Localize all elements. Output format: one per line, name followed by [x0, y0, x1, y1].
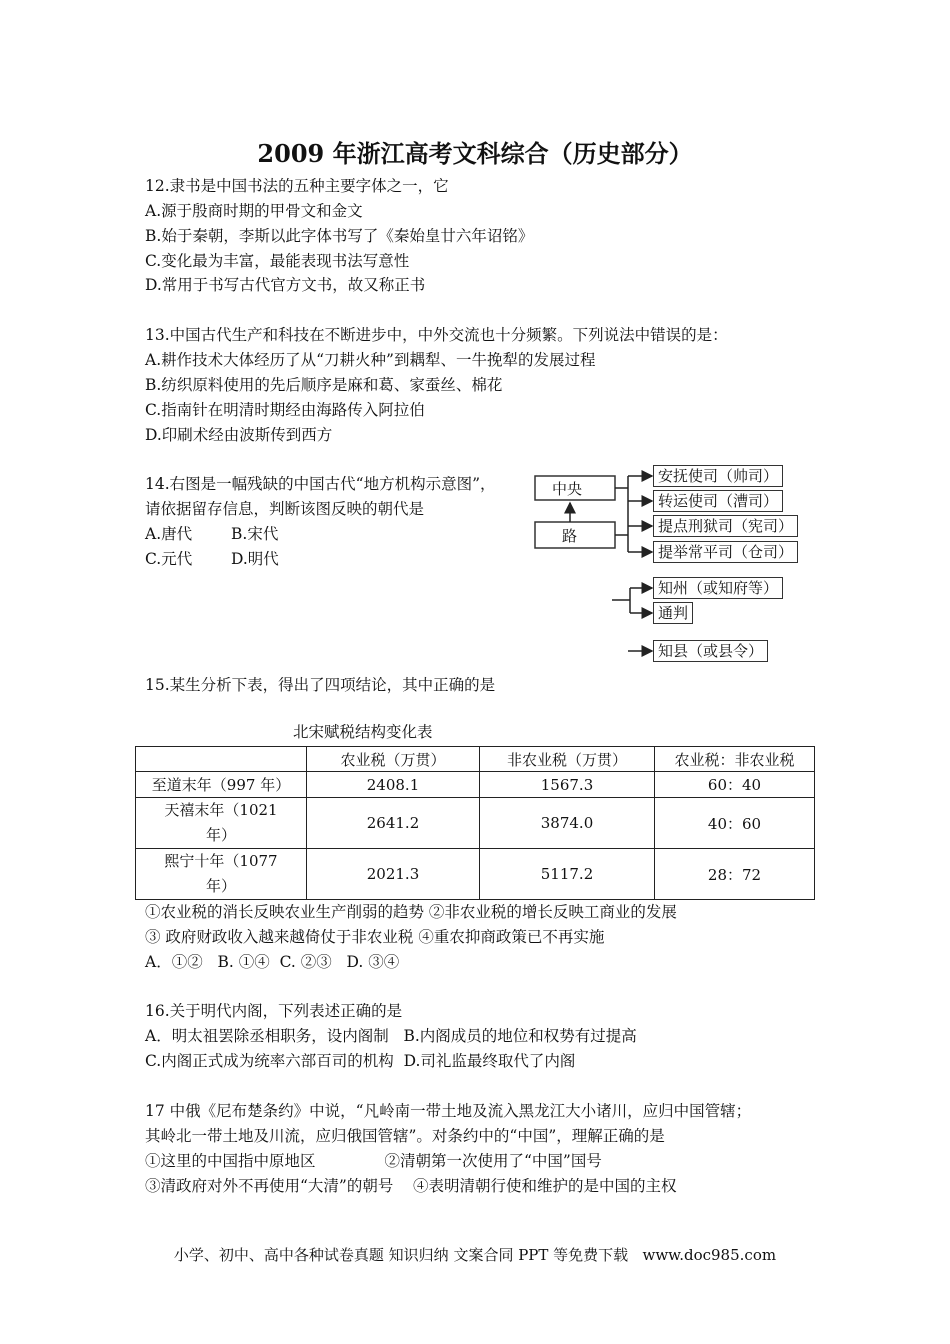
table-cell: 2408.1 — [307, 772, 480, 798]
page-title: 2009 年浙江高考文科综合（历史部分） — [257, 139, 693, 168]
table-cell: 2641.2 — [307, 798, 480, 849]
lu-office-zhuanyun: 转运使司（漕司） — [653, 490, 783, 512]
q16-options-line1: A．明太祖罢除丞相职务，设内阁制 B.内阁成员的地位和权势有过提高 — [145, 1027, 637, 1045]
q16-options-line2: C.内阁正式成为统率六部百司的机构 D.司礼监最终取代了内阁 — [145, 1052, 576, 1070]
zhou-office-tongpan: 通判 — [653, 602, 693, 624]
footer-note: 小学、初中、高中各种试卷真题 知识归纳 文案合同 PPT 等免费下载 www.doc985.com — [173, 1246, 777, 1264]
q14-option-d: D.明代 — [231, 550, 279, 568]
table-cell: 至道末年（997 年） — [136, 772, 307, 798]
lu-office-tixing: 提点刑狱司（宪司） — [653, 515, 798, 537]
q13-stem: 13.中国古代生产和科技在不断进步中，中外交流也十分频繁。下列说法中错误的是： — [145, 326, 728, 344]
table-header-cell: 农业税：非农业税 — [655, 747, 815, 772]
q13-option-c: C.指南针在明清时期经由海路传入阿拉伯 — [145, 401, 425, 419]
q12-option-b: B.始于秦朝，李斯以此字体书写了《秦始皇廿六年诏铭》 — [145, 227, 534, 245]
table-cell: 3874.0 — [480, 798, 655, 849]
table-header-cell: 非农业税（万贯） — [480, 747, 655, 772]
q12-option-c: C.变化最为丰富，最能表现书法写意性 — [145, 252, 410, 270]
zhou-office-zhizhou: 知州（或知府等） — [653, 577, 783, 599]
table-header-cell: 农业税（万贯） — [307, 747, 480, 772]
table-cell: 40：60 — [655, 798, 815, 849]
q15-conclusions-line1: ①农业税的消长反映农业生产削弱的趋势 ②非农业税的增长反映工商业的发展 — [145, 903, 677, 921]
table-row — [136, 849, 815, 900]
q14-stem-line1: 14.右图是一幅残缺的中国古代“地方机构示意图”， — [145, 475, 496, 493]
q15-conclusions-line2: ③ 政府财政收入越来越倚仗于非农业税 ④重农抑商政策已不再实施 — [145, 928, 605, 946]
q17-line2: 其岭北一带土地及川流，应归俄国管辖”。对条约中的“中国”，理解正确的是 — [145, 1127, 665, 1145]
q12-stem: 12.隶书是中国书法的五种主要字体之一，它 — [145, 177, 449, 195]
q14-option-b: B.宋代 — [231, 525, 279, 543]
table-cell: 天禧末年（1021 年） — [136, 798, 307, 849]
q17-line1: 17 中俄《尼布楚条约》中说，“凡岭南一带土地及流入黑龙江大小诸川，应归中国管辖； — [145, 1102, 752, 1120]
q12-option-d: D.常用于书写古代官方文书，故又称正书 — [145, 276, 426, 294]
table-cell: 2021.3 — [307, 849, 480, 900]
lu-office-tiju: 提举常平司（仓司） — [653, 541, 798, 563]
q13-option-a: A.耕作技术大体经历了从“刀耕火种”到耦犁、一牛挽犁的发展过程 — [145, 351, 596, 369]
table-header-cell — [136, 747, 307, 772]
q17-line4: ③清政府对外不再使用“大清”的朝号 ④表明清朝行使和维护的是中国的主权 — [145, 1177, 677, 1195]
q15-stem: 15.某生分析下表，得出了四项结论，其中正确的是 — [145, 676, 496, 694]
q17-line3: ①这里的中国指中原地区 ②清朝第一次使用了“中国”国号 — [145, 1152, 602, 1170]
table-cell: 1567.3 — [480, 772, 655, 798]
center-label: 中央 — [552, 480, 583, 498]
table-caption: 北宋赋税结构变化表 — [293, 723, 433, 741]
tax-structure-table — [135, 746, 815, 900]
q15-options: A．①② B. ①④ C. ②③ D. ③④ — [145, 953, 400, 971]
q13-option-b: B.纺织原料使用的先后顺序是麻和葛、家蚕丝、棉花 — [145, 376, 503, 394]
lu-office-anfu: 安抚使司（帅司） — [653, 465, 783, 487]
table-row — [136, 798, 815, 849]
lu-label: 路 — [562, 527, 578, 545]
q16-stem: 16.关于明代内阁，下列表述正确的是 — [145, 1002, 403, 1020]
q13-option-d: D.印刷术经由波斯传到西方 — [145, 426, 333, 444]
table-header-row — [136, 747, 815, 772]
q14-option-a: A.唐代 — [145, 525, 193, 543]
xian-office: 知县（或县令） — [653, 640, 768, 662]
q14-stem-line2: 请依据留存信息，判断该图反映的朝代是 — [145, 500, 425, 518]
table-row — [136, 772, 815, 798]
q12-option-a: A.源于殷商时期的甲骨文和金文 — [145, 202, 363, 220]
q14-option-c: C.元代 — [145, 550, 193, 568]
table-cell: 熙宁十年（1077 年） — [136, 849, 307, 900]
table-cell: 28：72 — [655, 849, 815, 900]
table-cell: 60：40 — [655, 772, 815, 798]
table-cell: 5117.2 — [480, 849, 655, 900]
